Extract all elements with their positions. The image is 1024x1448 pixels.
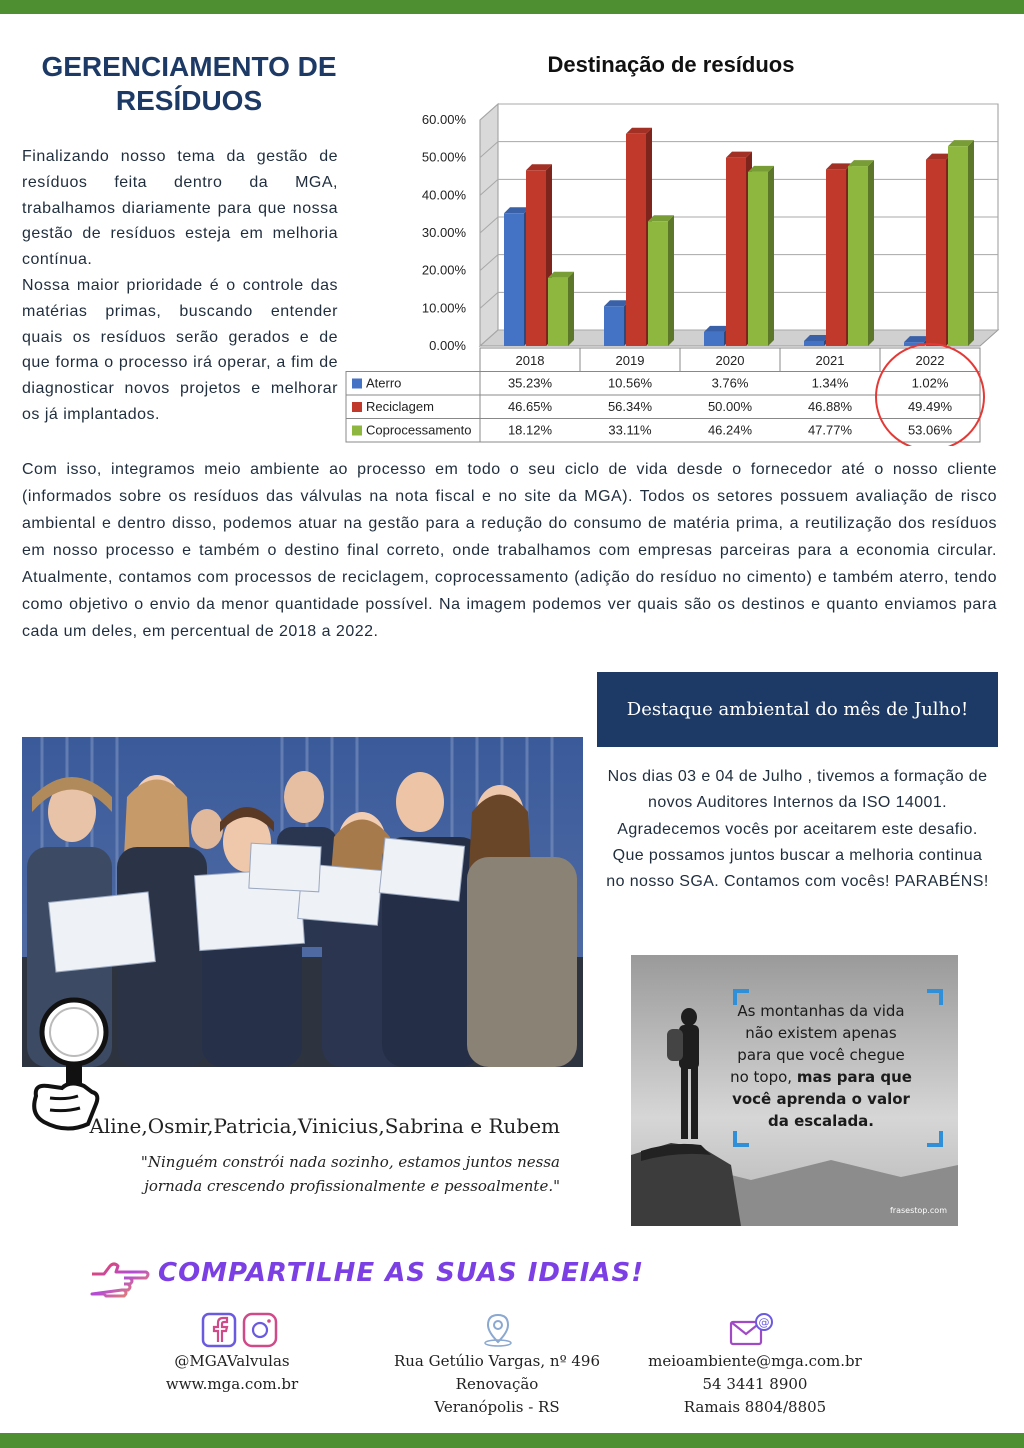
highlight-text [605, 764, 990, 895]
chart-data-label: 56.34% [607, 399, 653, 414]
body-paragraph: Com isso, integramos meio ambiente ao processo em todo o seu ciclo de vida desde o fornecedor até o nosso cliente (informados sobre os resíduos das válvulas na nota fiscal e no site da MGA). Todos os setores possuem avaliação de risco ambiental e dentro disso, podemos atuar na gestão para a redução do consumo de matéria prima, a reutilização dos resíduos em nosso processo e também o destino final correto, onde trabalhamos com empresas parceiras para a economia circular. Atualmente, contamos com processos de reciclagem, coprocessamento (adição do resíduo no cimento) e também aterro, tendo como objetivo o envio da menor quantidade possível. Na imagem podemos ver quais são os destinos e quanto enviamos para cada um deles, em percentual de 2018 a 2022. [22, 461, 997, 640]
chart-data-label: 35.23% [507, 375, 553, 391]
chart-y-tick-label: 60.00% [421, 112, 466, 127]
chart-data-label: 10.56% [607, 375, 653, 391]
contact-social [140, 1350, 324, 1396]
chart-x-tick-label: 2020 [715, 353, 745, 368]
top-green-bar [0, 0, 1024, 14]
chart-legend-label: Reciclagem [366, 399, 434, 414]
chart-legend-swatch [352, 379, 362, 389]
chart-bar [504, 213, 524, 346]
chart-bar-side [668, 215, 674, 346]
email-icon [728, 1310, 776, 1348]
chart-data-label: 46.88% [807, 399, 853, 414]
phone-number: 54 3441 8900 [702, 1375, 808, 1393]
chart-bar-side [568, 272, 574, 346]
highlight-paragraph-1: Nos dias 03 e 04 de Julho , tivemos a formação de novos Auditores Internos da ISO 14001. [607, 768, 988, 812]
image-quote-line-1: As montanhas da vida [737, 1002, 905, 1020]
chart-x-tick-label: 2019 [615, 353, 645, 368]
intro-paragraph-1: Finalizando nosso tema da gestão de resíduos feita dentro da MGA, trabalhamos diariamente para que nossa gestão de resíduos esteja em melhoria contínua. [22, 148, 338, 269]
highlight-banner: Destaque ambiental do mês de Julho! [597, 672, 998, 747]
website-link[interactable]: www.mga.com.br [165, 1375, 299, 1393]
chart-data-label: 18.12% [507, 422, 553, 438]
chart-legend-label: Aterro [366, 375, 402, 391]
chart-y-tick-label: 50.00% [421, 149, 466, 165]
chart-legend-swatch [352, 402, 362, 412]
address-line-2: Renovação [455, 1375, 539, 1393]
chart-bar-side [868, 160, 874, 346]
chart-y-tick-label: 0.00% [429, 338, 466, 353]
magnifier-hand-icon [26, 996, 122, 1132]
contact-email-phone [630, 1350, 880, 1419]
page-title-line-1: GERENCIAMENTO DE [41, 51, 337, 82]
address-line-1: Rua Getúlio Vargas, nº 496 [393, 1352, 601, 1370]
share-ideas-title: COMPARTILHE AS SUAS IDEIAS! [158, 1258, 645, 1288]
chart-legend-swatch [352, 426, 362, 436]
page-title [22, 50, 356, 118]
social-icons [200, 1312, 280, 1348]
bottom-green-bar [0, 1433, 1024, 1448]
image-quote-line-4b: mas para que [796, 1068, 912, 1086]
chart-table-row [346, 372, 980, 396]
chart-y-tick-label: 20.00% [421, 262, 466, 278]
chart-data-label: 50.00% [707, 399, 753, 414]
chart-legend-label: Coprocessamento [366, 422, 472, 438]
chart-data-label: 47.77% [807, 422, 853, 438]
phone-extensions: Ramais 8804/8805 [683, 1398, 827, 1416]
location-pin-icon [480, 1312, 516, 1348]
image-quote-line-4 [730, 1068, 912, 1086]
chart-bar-side [968, 140, 974, 346]
chart-data-label: 49.49% [907, 399, 953, 414]
contact-address [372, 1350, 622, 1419]
facebook-icon[interactable] [203, 1314, 235, 1346]
chart-bar [848, 166, 868, 346]
chart-bar [526, 170, 546, 346]
chart-data-label: 46.65% [507, 399, 553, 414]
chart-title: Destinação de resíduos [547, 52, 795, 77]
chart-table-row [346, 395, 980, 419]
chart-bar [604, 306, 624, 346]
svg-text:@: @ [758, 1316, 770, 1329]
chart-bar-side [768, 166, 774, 346]
pointing-hand-icon [88, 1256, 154, 1308]
social-handle[interactable]: @MGAValvulas [174, 1352, 290, 1370]
chart-bar [548, 278, 568, 346]
email-link[interactable]: meioambiente@mga.com.br [648, 1352, 862, 1370]
chart-bar [826, 169, 846, 346]
intro-paragraph-2: Nossa maior prioridade é o controle das matérias primas, buscando entender quais os resíduos serão gerados e de que forma o processo irá operar, a fim de diagnosticar novos projetos e melhorar os já implantados. [22, 276, 338, 423]
intro-text [22, 144, 338, 428]
chart-data-label: 46.24% [707, 422, 753, 438]
chart-bar [926, 160, 946, 346]
image-quote-line-3: para que você chegue [737, 1046, 905, 1064]
address-line-3: Veranópolis - RS [434, 1398, 560, 1416]
chart-bar [948, 146, 968, 346]
chart-data-label: 3.76% [711, 375, 749, 391]
image-quote-line-6: da escalada. [767, 1112, 875, 1130]
chart-data-label: 1.34% [811, 375, 849, 391]
mountain-climber-illustration [631, 955, 958, 1226]
photo-caption-quote: "Ninguém constrói nada sozinho, estamos juntos nessa jornada crescendo profissionalmente e pessoalmente." [140, 1153, 560, 1195]
chart-bar [704, 332, 724, 346]
chart-bar [626, 134, 646, 346]
chart-x-tick-label: 2018 [515, 353, 545, 368]
image-quote-line-2: não existem apenas [745, 1024, 897, 1042]
highlight-paragraph-2: Agradecemos vocês por aceitarem este desafio. Que possamos juntos buscar a melhoria continua no nosso SGA. Contamos com vocês! PARABÉNS! [606, 820, 989, 891]
chart-bar [748, 172, 768, 346]
image-quote-line-4a: no topo, [730, 1068, 797, 1086]
chart-y-tick-label: 40.00% [421, 187, 466, 203]
waste-destination-chart [340, 46, 1020, 446]
motivational-quote-image [631, 955, 958, 1226]
instagram-icon[interactable] [244, 1314, 276, 1346]
page-title-line-2: RESÍDUOS [115, 85, 263, 116]
chart-data-label: 33.11% [608, 422, 652, 438]
image-credit: frasestop.com [889, 1206, 947, 1215]
chart-x-tick-label: 2022 [915, 353, 945, 368]
chart-y-tick-label: 10.00% [421, 300, 466, 316]
image-quote-line-5: você aprenda o valor [732, 1090, 910, 1108]
chart-data-label: 53.06% [907, 422, 953, 438]
chart-bar [648, 221, 668, 346]
chart-bar [804, 341, 824, 346]
chart-x-tick-label: 2021 [815, 353, 845, 368]
chart-y-tick-label: 30.00% [421, 225, 466, 240]
chart-data-label: 1.02% [911, 375, 949, 391]
chart-bar [726, 158, 746, 346]
photo-caption-names: Aline,Osmir,Patricia,Vinicius,Sabrina e Rubem [89, 1114, 560, 1138]
